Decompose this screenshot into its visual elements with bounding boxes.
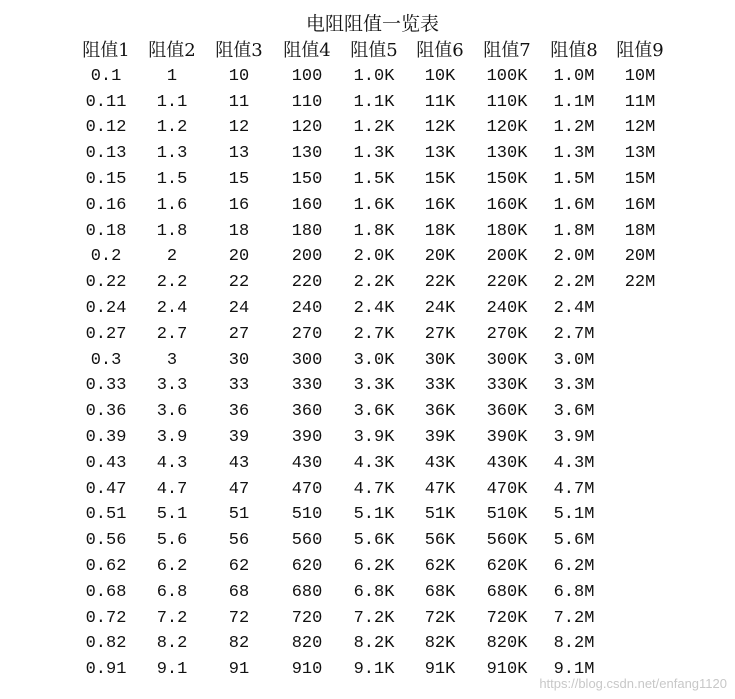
column-header-value-4: 阻值4 — [283, 40, 331, 61]
table-cell: 15M — [624, 169, 656, 189]
column-header-value-2: 阻值2 — [148, 40, 196, 61]
table-cell: 200 — [291, 247, 323, 267]
table-cell: 20K — [424, 247, 456, 267]
table-cell: 330 — [291, 376, 323, 396]
table-cell: 100 — [291, 66, 323, 86]
table-cell: 0.82 — [85, 634, 127, 654]
table-cell: 3 — [166, 350, 178, 370]
table-cell: 2.4K — [353, 298, 395, 318]
table-cell: 3.3 — [156, 376, 188, 396]
table-cell: 15 — [228, 169, 250, 189]
table-row — [73, 399, 673, 425]
table-cell: 430K — [486, 453, 528, 473]
table-row — [73, 141, 673, 167]
table-cell: 30K — [424, 350, 456, 370]
page-title: 电阻阻值一览表 — [305, 13, 439, 35]
table-cell: 300K — [486, 350, 528, 370]
table-cell: 910 — [291, 660, 323, 680]
table-cell: 51 — [228, 505, 250, 525]
table-cell: 1.1M — [553, 92, 595, 112]
table-row — [73, 219, 673, 245]
table-cell: 240K — [486, 298, 528, 318]
table-cell: 3.9 — [156, 427, 188, 447]
table-row — [73, 451, 673, 477]
table-cell: 56 — [228, 531, 250, 551]
table-cell: 1.5M — [553, 169, 595, 189]
table-row — [73, 502, 673, 528]
table-cell: 0.11 — [85, 92, 127, 112]
table-cell — [607, 528, 673, 554]
table-cell: 47K — [424, 479, 456, 499]
table-row — [73, 115, 673, 141]
table-cell: 91 — [228, 660, 250, 680]
table-cell: 6.2 — [156, 556, 188, 576]
table-cell — [607, 477, 673, 503]
table-cell: 6.8M — [553, 582, 595, 602]
table-cell: 200K — [486, 247, 528, 267]
table-cell: 43 — [228, 453, 250, 473]
table-cell: 18 — [228, 221, 250, 241]
table-cell: 1.8 — [156, 221, 188, 241]
table-row — [73, 90, 673, 116]
table-cell: 270K — [486, 324, 528, 344]
table-cell: 3.6 — [156, 402, 188, 422]
table-cell: 2.0K — [353, 247, 395, 267]
table-cell: 1.1K — [353, 92, 395, 112]
table-cell: 2.0M — [553, 247, 595, 267]
table-cell: 1.2 — [156, 118, 188, 138]
table-cell: 13K — [424, 144, 456, 164]
table-cell: 680 — [291, 582, 323, 602]
table-cell: 18K — [424, 221, 456, 241]
table-cell: 8.2 — [156, 634, 188, 654]
table-cell — [607, 373, 673, 399]
table-cell: 0.56 — [85, 531, 127, 551]
table-cell: 2.4 — [156, 298, 188, 318]
table-row — [73, 167, 673, 193]
table-cell: 6.8 — [156, 582, 188, 602]
table-cell: 1.8M — [553, 221, 595, 241]
table-cell: 3.6M — [553, 402, 595, 422]
table-cell: 0.1 — [90, 66, 122, 86]
table-row — [73, 606, 673, 632]
table-cell: 13 — [228, 144, 250, 164]
table-cell: 620K — [486, 556, 528, 576]
table-cell: 2.2 — [156, 273, 188, 293]
table-row — [73, 322, 673, 348]
table-cell: 12M — [624, 118, 656, 138]
table-cell: 120 — [291, 118, 323, 138]
table-cell: 270 — [291, 324, 323, 344]
table-cell: 10 — [228, 66, 250, 86]
table-cell — [607, 348, 673, 374]
table-cell: 72K — [424, 608, 456, 628]
table-cell: 3.3M — [553, 376, 595, 396]
table-cell: 1.2M — [553, 118, 595, 138]
table-cell: 24K — [424, 298, 456, 318]
table-cell: 12K — [424, 118, 456, 138]
table-cell: 82K — [424, 634, 456, 654]
table-cell: 2.2M — [553, 273, 595, 293]
table-cell: 8.2K — [353, 634, 395, 654]
table-cell: 68 — [228, 582, 250, 602]
table-cell: 150 — [291, 169, 323, 189]
table-cell: 2.7M — [553, 324, 595, 344]
table-cell: 0.72 — [85, 608, 127, 628]
table-cell: 470K — [486, 479, 528, 499]
table-cell: 5.1 — [156, 505, 188, 525]
table-cell: 560K — [486, 531, 528, 551]
table-cell: 130 — [291, 144, 323, 164]
table-cell: 20M — [624, 247, 656, 267]
table-cell: 1.2K — [353, 118, 395, 138]
table-cell: 36K — [424, 402, 456, 422]
table-cell — [607, 399, 673, 425]
table-cell — [607, 606, 673, 632]
table-cell: 1.1 — [156, 92, 188, 112]
table-cell: 330K — [486, 376, 528, 396]
table-row — [73, 554, 673, 580]
table-cell: 0.27 — [85, 324, 127, 344]
table-cell: 720K — [486, 608, 528, 628]
table-cell — [607, 631, 673, 657]
table-cell: 430 — [291, 453, 323, 473]
table-cell: 160 — [291, 195, 323, 215]
table-cell: 47 — [228, 479, 250, 499]
table-row — [73, 64, 673, 90]
table-cell: 0.51 — [85, 505, 127, 525]
table-header — [73, 38, 673, 64]
table-cell: 300 — [291, 350, 323, 370]
table-cell: 3.0K — [353, 350, 395, 370]
table-cell: 1.0M — [553, 66, 595, 86]
table-cell: 7.2M — [553, 608, 595, 628]
table-cell: 43K — [424, 453, 456, 473]
table-cell: 1.3K — [353, 144, 395, 164]
table-cell: 68K — [424, 582, 456, 602]
table-row — [73, 296, 673, 322]
table-cell: 100K — [486, 66, 528, 86]
table-row — [73, 373, 673, 399]
table-cell: 11K — [424, 92, 456, 112]
table-cell: 27K — [424, 324, 456, 344]
table-cell — [607, 322, 673, 348]
column-header-value-5: 阻值5 — [350, 40, 398, 61]
table-cell: 0.47 — [85, 479, 127, 499]
column-header-value-1: 阻值1 — [82, 40, 130, 61]
table-cell: 22M — [624, 273, 656, 293]
table-cell: 3.9M — [553, 427, 595, 447]
table-cell — [607, 425, 673, 451]
table-cell: 51K — [424, 505, 456, 525]
table-cell: 62 — [228, 556, 250, 576]
table-cell: 130K — [486, 144, 528, 164]
column-header-value-9: 阻值9 — [616, 40, 664, 61]
table-cell: 360 — [291, 402, 323, 422]
table-cell: 470 — [291, 479, 323, 499]
table-cell: 20 — [228, 247, 250, 267]
table-body — [73, 64, 673, 683]
table-cell: 2.7K — [353, 324, 395, 344]
table-cell — [607, 580, 673, 606]
table-row — [73, 425, 673, 451]
table-cell: 0.68 — [85, 582, 127, 602]
table-row — [73, 580, 673, 606]
table-cell: 390 — [291, 427, 323, 447]
column-header-value-8: 阻值8 — [550, 40, 598, 61]
table-cell: 5.1K — [353, 505, 395, 525]
table-cell: 510 — [291, 505, 323, 525]
table-cell — [607, 502, 673, 528]
table-cell: 1.6K — [353, 195, 395, 215]
table-cell: 4.3 — [156, 453, 188, 473]
table-cell: 16M — [624, 195, 656, 215]
table-cell: 7.2 — [156, 608, 188, 628]
table-cell: 1.3M — [553, 144, 595, 164]
watermark-text: https://blog.csdn.net/enfang1120 — [539, 676, 727, 691]
table-cell: 33 — [228, 376, 250, 396]
table-cell: 4.7M — [553, 479, 595, 499]
table-cell: 5.6K — [353, 531, 395, 551]
table-cell — [607, 296, 673, 322]
table-cell: 7.2K — [353, 608, 395, 628]
table-cell: 13M — [624, 144, 656, 164]
table-cell: 10M — [624, 66, 656, 86]
table-cell: 6.2K — [353, 556, 395, 576]
table-cell: 3.3K — [353, 376, 395, 396]
table-cell: 180 — [291, 221, 323, 241]
table-cell: 720 — [291, 608, 323, 628]
table-cell: 9.1M — [553, 660, 595, 680]
table-cell: 39K — [424, 427, 456, 447]
table-cell: 160K — [486, 195, 528, 215]
table-cell: 0.18 — [85, 221, 127, 241]
resistor-value-table — [73, 38, 673, 683]
table-cell: 22 — [228, 273, 250, 293]
table-cell: 6.2M — [553, 556, 595, 576]
table-cell: 0.24 — [85, 298, 127, 318]
table-cell: 180K — [486, 221, 528, 241]
table-cell: 11M — [624, 92, 656, 112]
table-cell: 9.1 — [156, 660, 188, 680]
table-cell: 6.8K — [353, 582, 395, 602]
table-cell: 16K — [424, 195, 456, 215]
table-cell: 5.1M — [553, 505, 595, 525]
table-cell: 15K — [424, 169, 456, 189]
table-cell: 62K — [424, 556, 456, 576]
table-cell: 82 — [228, 634, 250, 654]
table-cell: 1.5K — [353, 169, 395, 189]
table-row — [73, 348, 673, 374]
table-cell: 910K — [486, 660, 528, 680]
table-cell: 5.6 — [156, 531, 188, 551]
table-cell: 0.15 — [85, 169, 127, 189]
table-row — [73, 631, 673, 657]
table-cell: 33K — [424, 376, 456, 396]
table-cell: 1.8K — [353, 221, 395, 241]
table-cell: 5.6M — [553, 531, 595, 551]
table-cell: 0.33 — [85, 376, 127, 396]
table-cell: 820K — [486, 634, 528, 654]
table-cell: 0.43 — [85, 453, 127, 473]
table-cell — [607, 554, 673, 580]
table-cell: 27 — [228, 324, 250, 344]
table-cell: 2.2K — [353, 273, 395, 293]
table-cell: 3.0M — [553, 350, 595, 370]
table-cell: 510K — [486, 505, 528, 525]
table-cell: 0.2 — [90, 247, 122, 267]
table-cell: 2.7 — [156, 324, 188, 344]
table-cell: 0.39 — [85, 427, 127, 447]
header-row — [73, 38, 673, 64]
table-cell: 560 — [291, 531, 323, 551]
table-cell: 150K — [486, 169, 528, 189]
table-cell: 4.3M — [553, 453, 595, 473]
column-header-value-7: 阻值7 — [483, 40, 531, 61]
table-cell: 10K — [424, 66, 456, 86]
table-cell: 16 — [228, 195, 250, 215]
table-cell: 360K — [486, 402, 528, 422]
table-cell: 12 — [228, 118, 250, 138]
table-cell: 0.91 — [85, 660, 127, 680]
table-row — [73, 270, 673, 296]
table-row — [73, 244, 673, 270]
table-cell: 240 — [291, 298, 323, 318]
table-cell: 110K — [486, 92, 528, 112]
table-cell: 4.7 — [156, 479, 188, 499]
table-cell: 18M — [624, 221, 656, 241]
table-cell: 0.22 — [85, 273, 127, 293]
table-row — [73, 477, 673, 503]
table-cell: 22K — [424, 273, 456, 293]
table-cell: 0.62 — [85, 556, 127, 576]
table-cell: 220 — [291, 273, 323, 293]
table-cell: 680K — [486, 582, 528, 602]
table-cell: 91K — [424, 660, 456, 680]
table-cell: 4.7K — [353, 479, 395, 499]
table-cell: 8.2M — [553, 634, 595, 654]
table-cell: 1.6 — [156, 195, 188, 215]
table-cell: 2.4M — [553, 298, 595, 318]
table-cell: 820 — [291, 634, 323, 654]
table-cell — [607, 451, 673, 477]
table-cell: 1.0K — [353, 66, 395, 86]
table-cell: 1.6M — [553, 195, 595, 215]
table-cell: 1 — [166, 66, 178, 86]
table-row — [73, 528, 673, 554]
table-cell: 0.12 — [85, 118, 127, 138]
table-cell: 11 — [228, 92, 250, 112]
table-cell: 56K — [424, 531, 456, 551]
table-cell: 39 — [228, 427, 250, 447]
table-cell: 36 — [228, 402, 250, 422]
table-cell: 3.9K — [353, 427, 395, 447]
table-cell: 24 — [228, 298, 250, 318]
column-header-value-6: 阻值6 — [416, 40, 464, 61]
table-cell: 0.3 — [90, 350, 122, 370]
table-cell: 0.16 — [85, 195, 127, 215]
table-cell: 0.36 — [85, 402, 127, 422]
table-cell: 220K — [486, 273, 528, 293]
table-cell: 2 — [166, 247, 178, 267]
table-cell: 72 — [228, 608, 250, 628]
table-cell: 620 — [291, 556, 323, 576]
table-cell: 1.3 — [156, 144, 188, 164]
table-cell: 1.5 — [156, 169, 188, 189]
table-cell: 30 — [228, 350, 250, 370]
table-cell: 390K — [486, 427, 528, 447]
table-cell: 110 — [291, 92, 323, 112]
table-cell: 120K — [486, 118, 528, 138]
table-cell: 4.3K — [353, 453, 395, 473]
table-row — [73, 193, 673, 219]
table-cell: 3.6K — [353, 402, 395, 422]
table-cell: 0.13 — [85, 144, 127, 164]
table-cell: 9.1K — [353, 660, 395, 680]
column-header-value-3: 阻值3 — [215, 40, 263, 61]
